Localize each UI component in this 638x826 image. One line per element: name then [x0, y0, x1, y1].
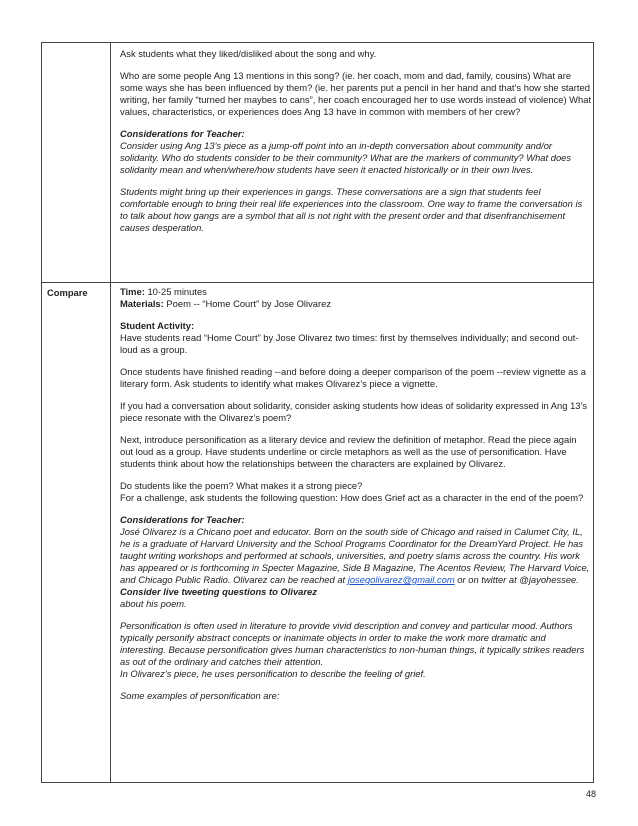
poem-questions: [120, 480, 592, 504]
time-value: 10-25 minutes: [144, 286, 207, 297]
time-label: Time:: [120, 286, 145, 297]
author-bio: José Olivarez is a Chicano poet and educator. Born on the south side of Chicago and raised in Calumet City, IL, he is a graduate of Harvard University and the School Programs Coordinator for the DreamYard Project. He has taught writing workshops and performed at schools, universities, and poetry slams across the country. His work has appeared or is forthcoming in Specter Magazine, Side B Magazine, The Acentos Review, The Harvard Voice, and Chicago Public Radio. Olivarez can be reached at: [120, 526, 590, 585]
bio-end: about his poem.: [120, 598, 187, 609]
time-materials: [120, 286, 592, 310]
question-grief: For a challenge, ask students the following question: How does Grief act as a character in the end of the poem?: [120, 492, 584, 503]
teacher-considerations-2: [120, 514, 592, 610]
considerations-heading-2: Considerations for Teacher:: [120, 514, 245, 525]
compare-label: Compare: [47, 287, 88, 298]
page-number: 48: [586, 789, 597, 799]
compare-cell: [120, 286, 592, 712]
materials-label: Materials:: [120, 298, 164, 309]
personification-paragraph: Next, introduce personification as a literary device and review the definition of metaphor. Read the piece again out loud as a group. Have students underline or circle metaphors as well as the use of personification. Have students think about how the relationships between the characters are explained by Olivarez.: [120, 434, 577, 469]
question-strong-piece: Do students like the poem? What makes it a strong piece?: [120, 480, 363, 491]
personification-grief: In Olivarez’s piece, he uses personification to describe the feeling of grief.: [120, 668, 426, 679]
column-divider: [110, 43, 111, 782]
twitter-text: or on twitter at @jayohessee.: [454, 574, 579, 585]
activity-heading: Student Activity:: [120, 320, 195, 331]
influence-question: Who are some people Ang 13 mentions in this song? (ie. her coach, mom and dad, family, cousins) What are some ways she has been influenced by them? (ie. her parents put a pencil in her hand and that’s how she started writing, her family “turned her maybes to cans”, her coach encouraged her to use words instead of violence) What values, characteristics, or experiences does Ang 13 have in common with members of her crew?: [120, 70, 592, 117]
email-link[interactable]: josegolivarez@gmail.com: [347, 574, 455, 585]
considerations-heading: Considerations for Teacher:: [120, 128, 245, 139]
solidarity-paragraph: If you had a conversation about solidarity, consider asking students how ideas of solidarity expressed in Ang 13’s piece resonate with the Olivarez’s poem?: [120, 400, 588, 423]
personification-notes: [120, 620, 592, 680]
vignette-paragraph: Once students have finished reading --and before doing a deeper comparison of the poem --review vignette as a literary form. Ask students to identify what makes Olivarez’s piece a vignette.: [120, 366, 586, 389]
tweet-suggestion: Consider live tweeting questions to Olivarez: [120, 586, 317, 597]
discussion-cell: [120, 48, 592, 244]
activity-text: Have students read “Home Court” by Jose Olivarez two times: first by themselves individually; and second out-loud as a group.: [120, 332, 579, 355]
personification-definition: Personification is often used in literature to provide vivid description and convey and particular mood. Authors typically personify abstract concepts or inanimate objects in order to make the work more dramatic and interesting. Because personification gives human characteristics to non-human things, it typically strikes readers as out of the ordinary and catches their attention.: [120, 620, 585, 667]
row-divider: [42, 282, 593, 283]
student-activity: [120, 320, 592, 356]
lesson-table: [41, 42, 594, 783]
materials-value: Poem -- “Home Court” by Jose Olivarez: [163, 298, 332, 309]
song-question: Ask students what they liked/disliked about the song and why.: [120, 48, 377, 59]
teacher-considerations: [120, 128, 592, 176]
considerations-text: Consider using Ang 13’s piece as a jump-off point into an in-depth conversation about community and/or solidarity. Who do students consider to be their community? What are the markers of community? What does solidarity mean and when/where/how students have seen it enacted historically or in their own lives.: [120, 140, 572, 175]
gangs-note: Students might bring up their experiences in gangs. These conversations are a sign that students feel comfortable enough to bring their real life experiences into the classroom. One way to frame the conversation is to talk about how gangs are a symbol that all is not right with the present order and that disenfranchisement causes desperation.: [120, 186, 583, 233]
personification-examples: Some examples of personification are:: [120, 690, 280, 701]
